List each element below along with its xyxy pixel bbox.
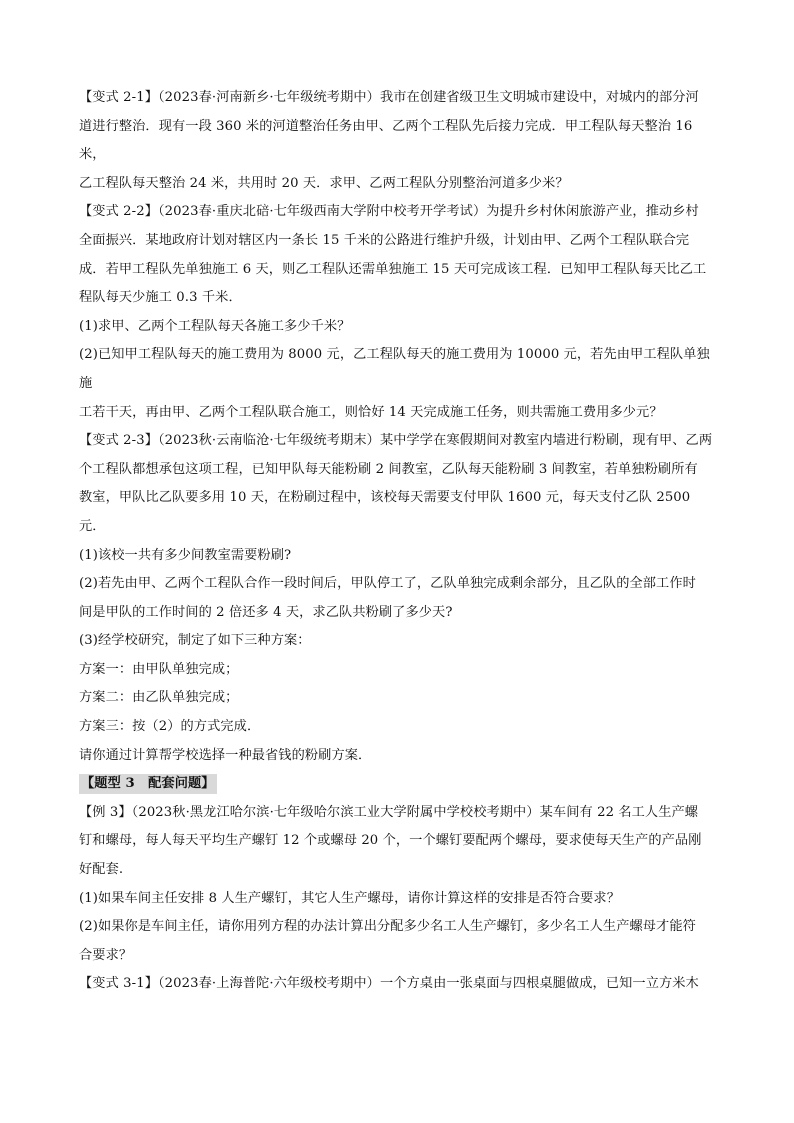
text-line-v23-end: 请你通过计算帮学校选择一种最省钱的粉刷方案． (79, 747, 372, 763)
text-line-v23-p1: 方案一：由甲队单独完成； (79, 661, 239, 677)
text-line-e3-1: 【例 3】（2023秋·黑龙江哈尔滨·七年级哈尔滨工业大学附属中学校校考期中）某车间有 22 名工人生产螺 (79, 804, 699, 820)
text-line-v23-p2: 方案二：由乙队单独完成； (79, 690, 239, 706)
text-line-v23-q2a: (2)若先由甲、乙两个工程队合作一段时间后，甲队停工了，乙队单独完成剩余部分，且乙队的全部工作时 (79, 576, 696, 592)
text-line-e3-2: 钉和螺母，每人每天平均生产螺钉 12 个或螺母 20 个，一个螺钉要配两个螺母，要求使每天生产的产品刚 (79, 833, 702, 849)
text-line-v22-2: 全面振兴．某地政府计划对辖区内一条长 15 千米的公路进行维护升级，计划由甲、乙两个工程队联合完 (79, 232, 690, 248)
text-line-v22-q2b: 工若干天，再由甲、乙两个工程队联合施工，则恰好 14 天完成施工任务，则共需施工费用多少元？ (79, 404, 663, 420)
text-line-v22-3: 成．若甲工程队先单独施工 6 天，则乙工程队还需单独施工 15 天可完成该工程．已知甲工程队每天比乙工 (79, 261, 707, 277)
text-line-v22-4: 程队每天少施工 0.3 千米． (79, 290, 242, 306)
text-line-v23-q3: (3)经学校研究，制定了如下三种方案： (79, 633, 311, 649)
matching-problems-block (79, 799, 719, 999)
document-page (79, 84, 719, 999)
text-line-v21-2: 道进行整治．现有一段 360 米的河道整治任务由甲、乙两个工程队先后接力完成．甲工程队每天整治 16 米， (79, 118, 693, 163)
text-line-v23-2: 个工程队都想承包这项工程，已知甲队每天能粉刷 2 间教室，乙队每天能粉刷 3 间教室，若单独粉刷所有 (79, 461, 698, 477)
text-line-e3-q1: (1)如果车间主任安排 8 人生产螺钉，其它人生产螺母，请你计算这样的安排是否符合要求？ (79, 890, 620, 906)
text-line-v22-1: 【变式 2-2】（2023春·重庆北碚·七年级西南大学附中校考开学考试）为提升乡村休闲旅游产业，推动乡村 (79, 204, 699, 220)
section-heading-type3 (79, 770, 719, 799)
text-line-v22-q1: (1)求甲、乙两个工程队每天各施工多少千米？ (79, 318, 351, 334)
variant-problems-block (79, 84, 719, 770)
text-line-e3-q2a: (2)如果你是车间主任，请你用列方程的办法计算出分配多少名工人生产螺钉，多少名工人生产螺母才能符 (79, 919, 696, 935)
text-line-v21-3: 乙工程队每天整治 24 米，共用时 20 天．求甲、乙两工程队分别整治河道多少米？ (79, 175, 569, 191)
text-line-v31-1: 【变式 3-1】（2023春·上海普陀·六年级校考期中）一个方桌由一张桌面与四根桌腿做成，已知一立方米木 (79, 976, 699, 992)
text-line-v21-1: 【变式 2-1】（2023春·河南新乡·七年级统考期中）我市在创建省级卫生文明城市建设中，对城内的部分河 (79, 90, 699, 105)
text-line-e3-q2b: 合要求？ (79, 947, 133, 963)
text-line-v23-q1: (1)该校一共有多少间教室需要粉刷? (79, 547, 292, 563)
text-line-v23-1: 【变式 2-3】（2023秋·云南临沧·七年级统考期末）某中学学在寒假期间对教室内墙进行粉刷，现有甲、乙两 (79, 433, 713, 449)
text-line-v22-q2a: (2)已知甲工程队每天的施工费用为 8000 元，乙工程队每天的施工费用为 10000 元，若先由甲工程队单独施 (79, 347, 710, 391)
text-line-v23-p3: 方案三：按（2）的方式完成． (79, 719, 261, 735)
section-heading: 【题型 3 配套问题】 (79, 774, 217, 794)
text-line-v23-3: 教室，甲队比乙队要多用 10 天，在粉刷过程中，该校每天需要支付甲队 1600 元，每天支付乙队 2500 元． (79, 490, 691, 534)
text-line-v23-q2b: 间是甲队的工作时间的 2 倍还多 4 天，求乙队共粉刷了多少天? (79, 604, 453, 620)
text-line-e3-3: 好配套. (79, 862, 124, 878)
